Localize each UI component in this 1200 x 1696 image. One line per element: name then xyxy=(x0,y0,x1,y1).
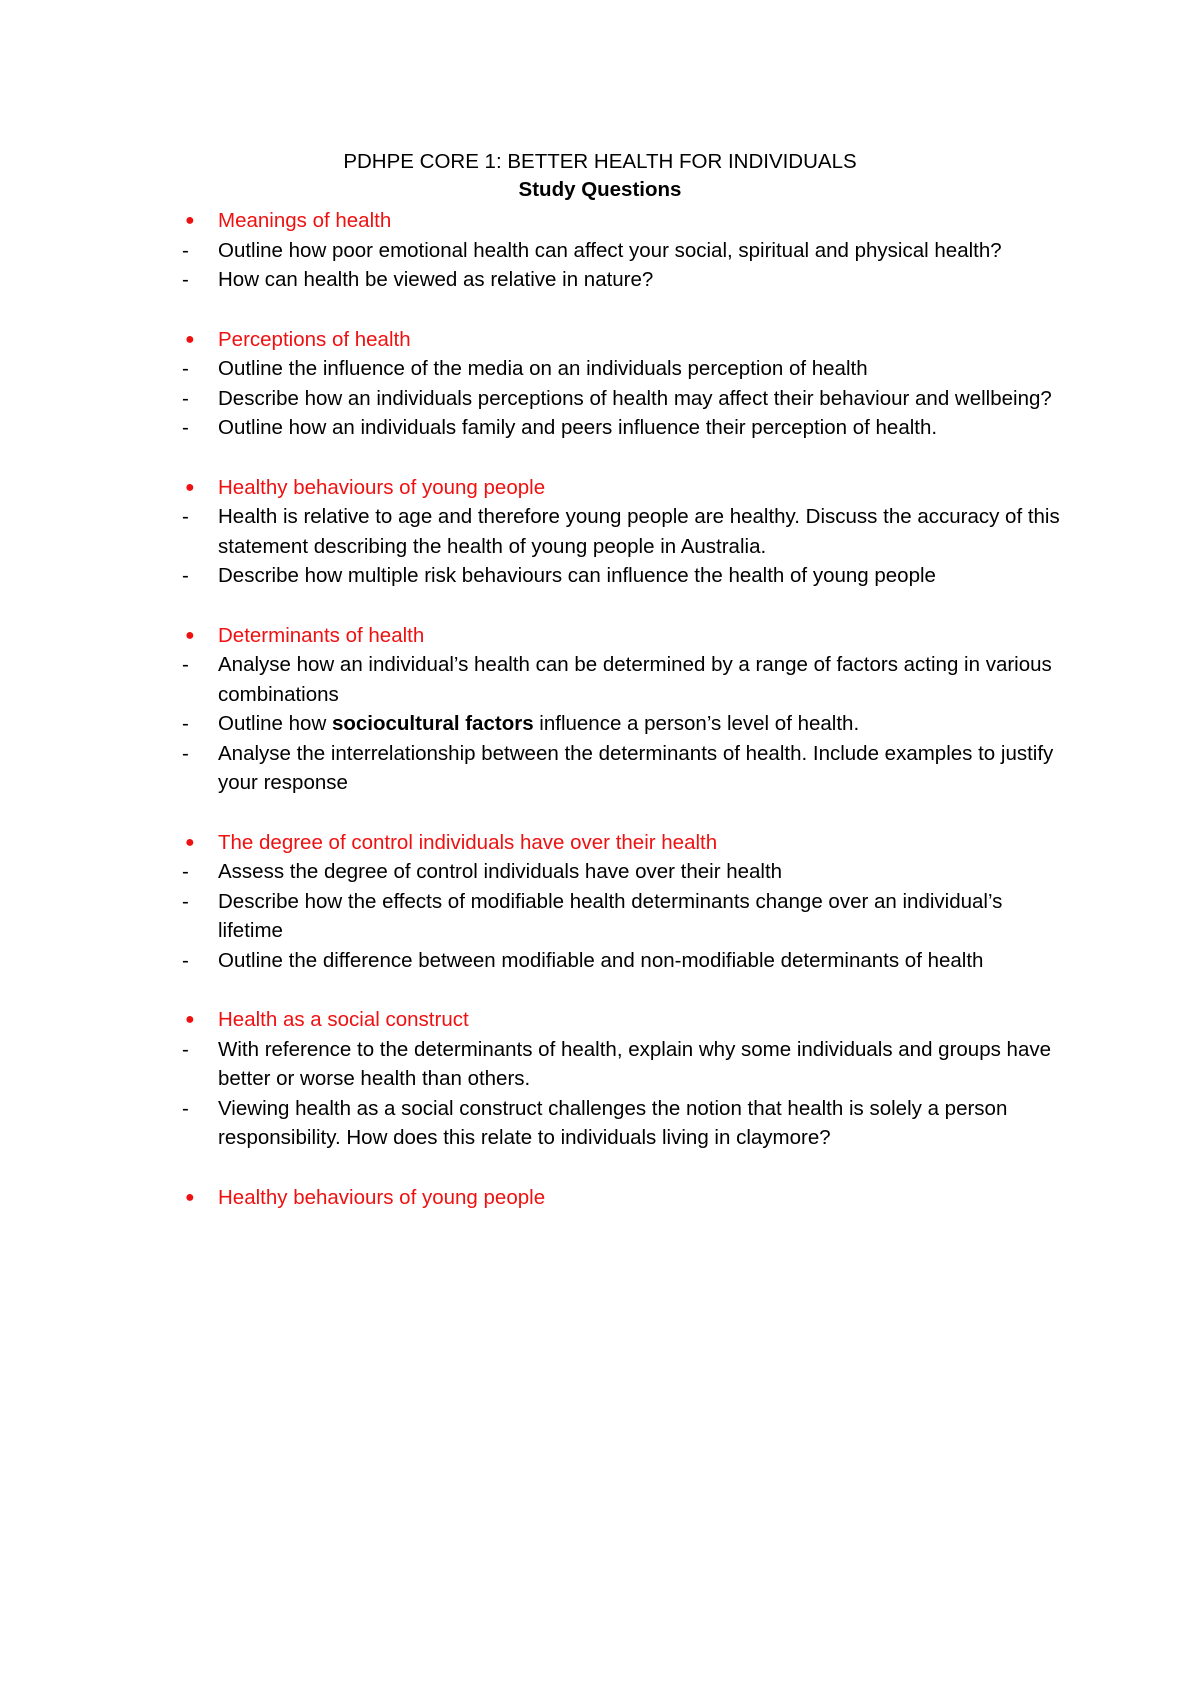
emphasis-text: sociocultural factors xyxy=(331,712,534,735)
section-heading-text: The degree of control individuals have over their health xyxy=(218,830,718,854)
section-heading-text: Perceptions of health xyxy=(218,327,411,351)
question-text: Viewing health as a social construct challenges the notion that health is solely a person responsibility. How does this relate to individuals living in claymore? xyxy=(218,1096,1008,1149)
dash-marker: - xyxy=(182,889,189,913)
section-heading-text: Healthy behaviours of young people xyxy=(218,475,546,499)
question-text: influence a person’s level of health. xyxy=(533,712,860,735)
dash-marker: - xyxy=(182,416,189,439)
question-text: Analyse how an individual’s health can be determined by a range of factors acting in various combinations xyxy=(218,653,1052,706)
dash-marker: - xyxy=(182,238,189,262)
question-item xyxy=(0,561,1068,591)
section-heading xyxy=(0,325,1200,355)
question-item xyxy=(0,739,1068,798)
question-text: Describe how multiple risk behaviours can influence the health of young people xyxy=(218,564,936,587)
section-heading-text: Health as a social construct xyxy=(218,1008,469,1031)
dash-marker: - xyxy=(182,653,189,676)
question-item xyxy=(0,413,1068,443)
bullet-icon: ● xyxy=(185,212,195,229)
document-subtitle: Study Questions xyxy=(518,178,682,201)
question-section xyxy=(0,325,1200,443)
bullet-icon: ● xyxy=(185,833,195,851)
question-text: With reference to the determinants of health, explain why some individuals and groups have better or worse health than others. xyxy=(218,1037,1052,1090)
study-questions-list xyxy=(0,206,1200,1242)
question-section xyxy=(0,1183,1200,1213)
question-section xyxy=(0,828,1200,976)
question-item xyxy=(0,887,1068,946)
question-item xyxy=(0,384,1068,414)
question-text: Outline how an individuals family and peers influence their perception of health. xyxy=(218,416,938,439)
bullet-icon: ● xyxy=(185,330,195,348)
question-text: Outline how poor emotional health can affect your social, spiritual and physical health? xyxy=(218,238,1002,262)
question-item xyxy=(0,650,1068,709)
question-text: Outline the influence of the media on an individuals perception of health xyxy=(218,357,868,380)
bullet-icon: ● xyxy=(185,626,195,644)
bullet-icon: ● xyxy=(185,1188,195,1206)
section-heading xyxy=(0,621,1200,651)
question-text: Outline how xyxy=(218,712,332,735)
question-item xyxy=(0,857,1068,887)
question-item xyxy=(0,265,1068,295)
question-item xyxy=(0,709,1068,739)
question-item xyxy=(0,946,1068,976)
question-text: Assess the degree of control individuals have over their health xyxy=(218,860,783,883)
section-heading xyxy=(0,1005,1200,1035)
question-text: Analyse the interrelationship between the determinants of health. Include examples to justify your response xyxy=(218,741,1054,794)
section-heading xyxy=(0,206,1200,236)
document-title: PDHPE CORE 1: BETTER HEALTH FOR INDIVIDUALS xyxy=(343,150,857,173)
question-text: Health is relative to age and therefore young people are healthy. Discuss the accuracy of this statement describing the health of young people in Australia. xyxy=(218,505,1060,558)
question-item xyxy=(0,502,1068,561)
dash-marker: - xyxy=(182,712,189,735)
dash-marker: - xyxy=(182,505,189,528)
question-text: How can health be viewed as relative in nature? xyxy=(218,268,654,291)
dash-marker: - xyxy=(182,564,189,587)
bullet-icon: ● xyxy=(185,478,195,496)
dash-marker: - xyxy=(182,1037,189,1061)
question-section xyxy=(0,206,1200,295)
question-text: Outline the difference between modifiable and non-modifiable determinants of health xyxy=(218,948,984,972)
question-item xyxy=(0,236,1068,266)
dash-marker: - xyxy=(182,860,189,883)
question-item xyxy=(0,1094,1068,1153)
section-heading-text: Determinants of health xyxy=(218,623,425,647)
question-item xyxy=(0,1035,1068,1094)
dash-marker: - xyxy=(182,386,189,410)
dash-marker: - xyxy=(182,268,189,291)
question-item xyxy=(0,354,1068,384)
question-text: Describe how an individuals perceptions of health may affect their behaviour and wellbeing? xyxy=(218,386,1052,410)
section-heading-text: Meanings of health xyxy=(218,209,392,232)
bullet-icon: ● xyxy=(185,1011,195,1028)
section-heading-text: Healthy behaviours of young people xyxy=(218,1185,546,1209)
dash-marker: - xyxy=(182,948,189,972)
section-heading xyxy=(0,1183,1200,1213)
question-section xyxy=(0,1005,1200,1153)
dash-marker: - xyxy=(182,741,189,765)
section-heading xyxy=(0,473,1200,503)
dash-marker: - xyxy=(182,357,189,380)
question-section xyxy=(0,621,1200,798)
dash-marker: - xyxy=(182,1096,189,1120)
question-text: Describe how the effects of modifiable health determinants change over an individual’s lifetime xyxy=(218,889,1003,942)
section-heading xyxy=(0,828,1200,858)
question-section xyxy=(0,473,1200,591)
